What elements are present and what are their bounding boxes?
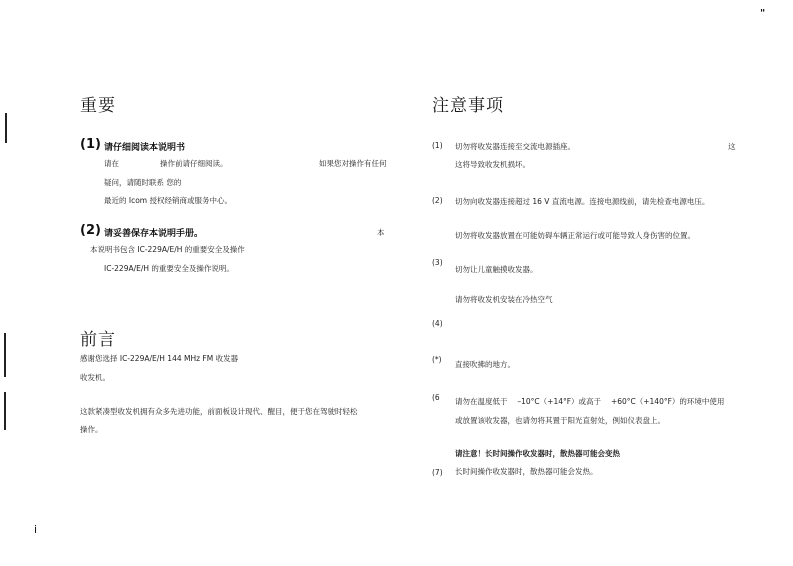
important-title: 重要 — [80, 96, 116, 116]
margin-bar — [5, 113, 7, 143]
precaution-text-line2: 这将导致收发机损坏。 — [455, 160, 530, 169]
footer-mark: i — [34, 523, 38, 536]
item1-line1a: 请在 — [104, 159, 119, 168]
item2-line2: IC-229A/E/H 的重要安全及操作说明。 — [104, 264, 234, 273]
preface-line4: 操作。 — [80, 425, 103, 434]
item1-heading: 请仔细阅读本说明书 — [104, 143, 186, 153]
precaution-number: (7) — [432, 468, 443, 477]
preface-line3: 这款紧凑型收发机拥有众多先进功能，前面板设计现代、醒目，便于您在驾驶时轻松 — [80, 407, 358, 416]
precaution-text: 切勿让儿童触摸收发器。 — [455, 265, 538, 274]
precaution-number: (1) — [432, 141, 443, 150]
precaution-text-tail: 这 — [728, 142, 736, 151]
precautions-title: 注意事项 — [432, 96, 504, 116]
precaution-text: 切勿向收发器连接超过 16 V 直流电源。连接电源线前，请先检查电源电压。 — [455, 197, 710, 206]
precaution-text: 长时间操作收发器时，散热器可能会发热。 — [455, 467, 598, 476]
item1-line1c: 如果您对操作有任何 — [319, 159, 387, 168]
precaution-text: 请勿将收发机安装在冷热空气 — [455, 295, 553, 304]
preface-title: 前言 — [80, 330, 116, 350]
precaution-number: (4) — [432, 319, 443, 328]
item2-heading: 请妥善保存本说明手册。 — [104, 229, 204, 239]
item1-line3: 最近的 Icom 授权经销商或服务中心。 — [104, 196, 232, 205]
precaution-text: 切勿将收发器连接至交流电源插座。 — [455, 142, 575, 151]
item1-number: (1) — [80, 137, 101, 152]
precaution-number: (6 — [432, 393, 440, 402]
preface-line2: 收发机。 — [80, 373, 110, 382]
margin-bar — [4, 333, 6, 377]
precaution-number: (*) — [432, 355, 442, 364]
precaution-number: (3) — [432, 258, 443, 267]
precaution-text: 直接吹拂的地方。 — [455, 360, 515, 369]
item1-line2: 疑问，请随时联系 您的 — [104, 178, 182, 187]
item2-heading-tail: 本 — [377, 228, 385, 237]
preface-line1: 感谢您选择 IC-229A/E/H 144 MHz FM 收发器 — [80, 354, 239, 363]
precaution-text-line2: 或放置该收发器，也请勿将其置于阳光直射处，例如仪表盘上。 — [455, 416, 665, 425]
precaution-number: (2) — [432, 196, 443, 205]
corner-mark: " — [760, 8, 766, 19]
item1-line1b: 操作前请仔细阅读。 — [160, 159, 228, 168]
margin-bar — [4, 392, 6, 430]
precaution-text: 切勿将收发器放置在可能妨碍车辆正常运行或可能导致人身伤害的位置。 — [455, 231, 695, 240]
item2-number: (2) — [80, 223, 101, 238]
precaution-warning: 请注意！长时间操作收发器时，散热器可能会变热 — [455, 449, 620, 458]
precaution-text: 请勿在温度低于 –10°C（+14°F）或高于 +60°C（+140°F）的环境中使用 — [455, 397, 725, 406]
item2-line1: 本说明书包含 IC-229A/E/H 的重要安全及操作 — [90, 245, 245, 254]
